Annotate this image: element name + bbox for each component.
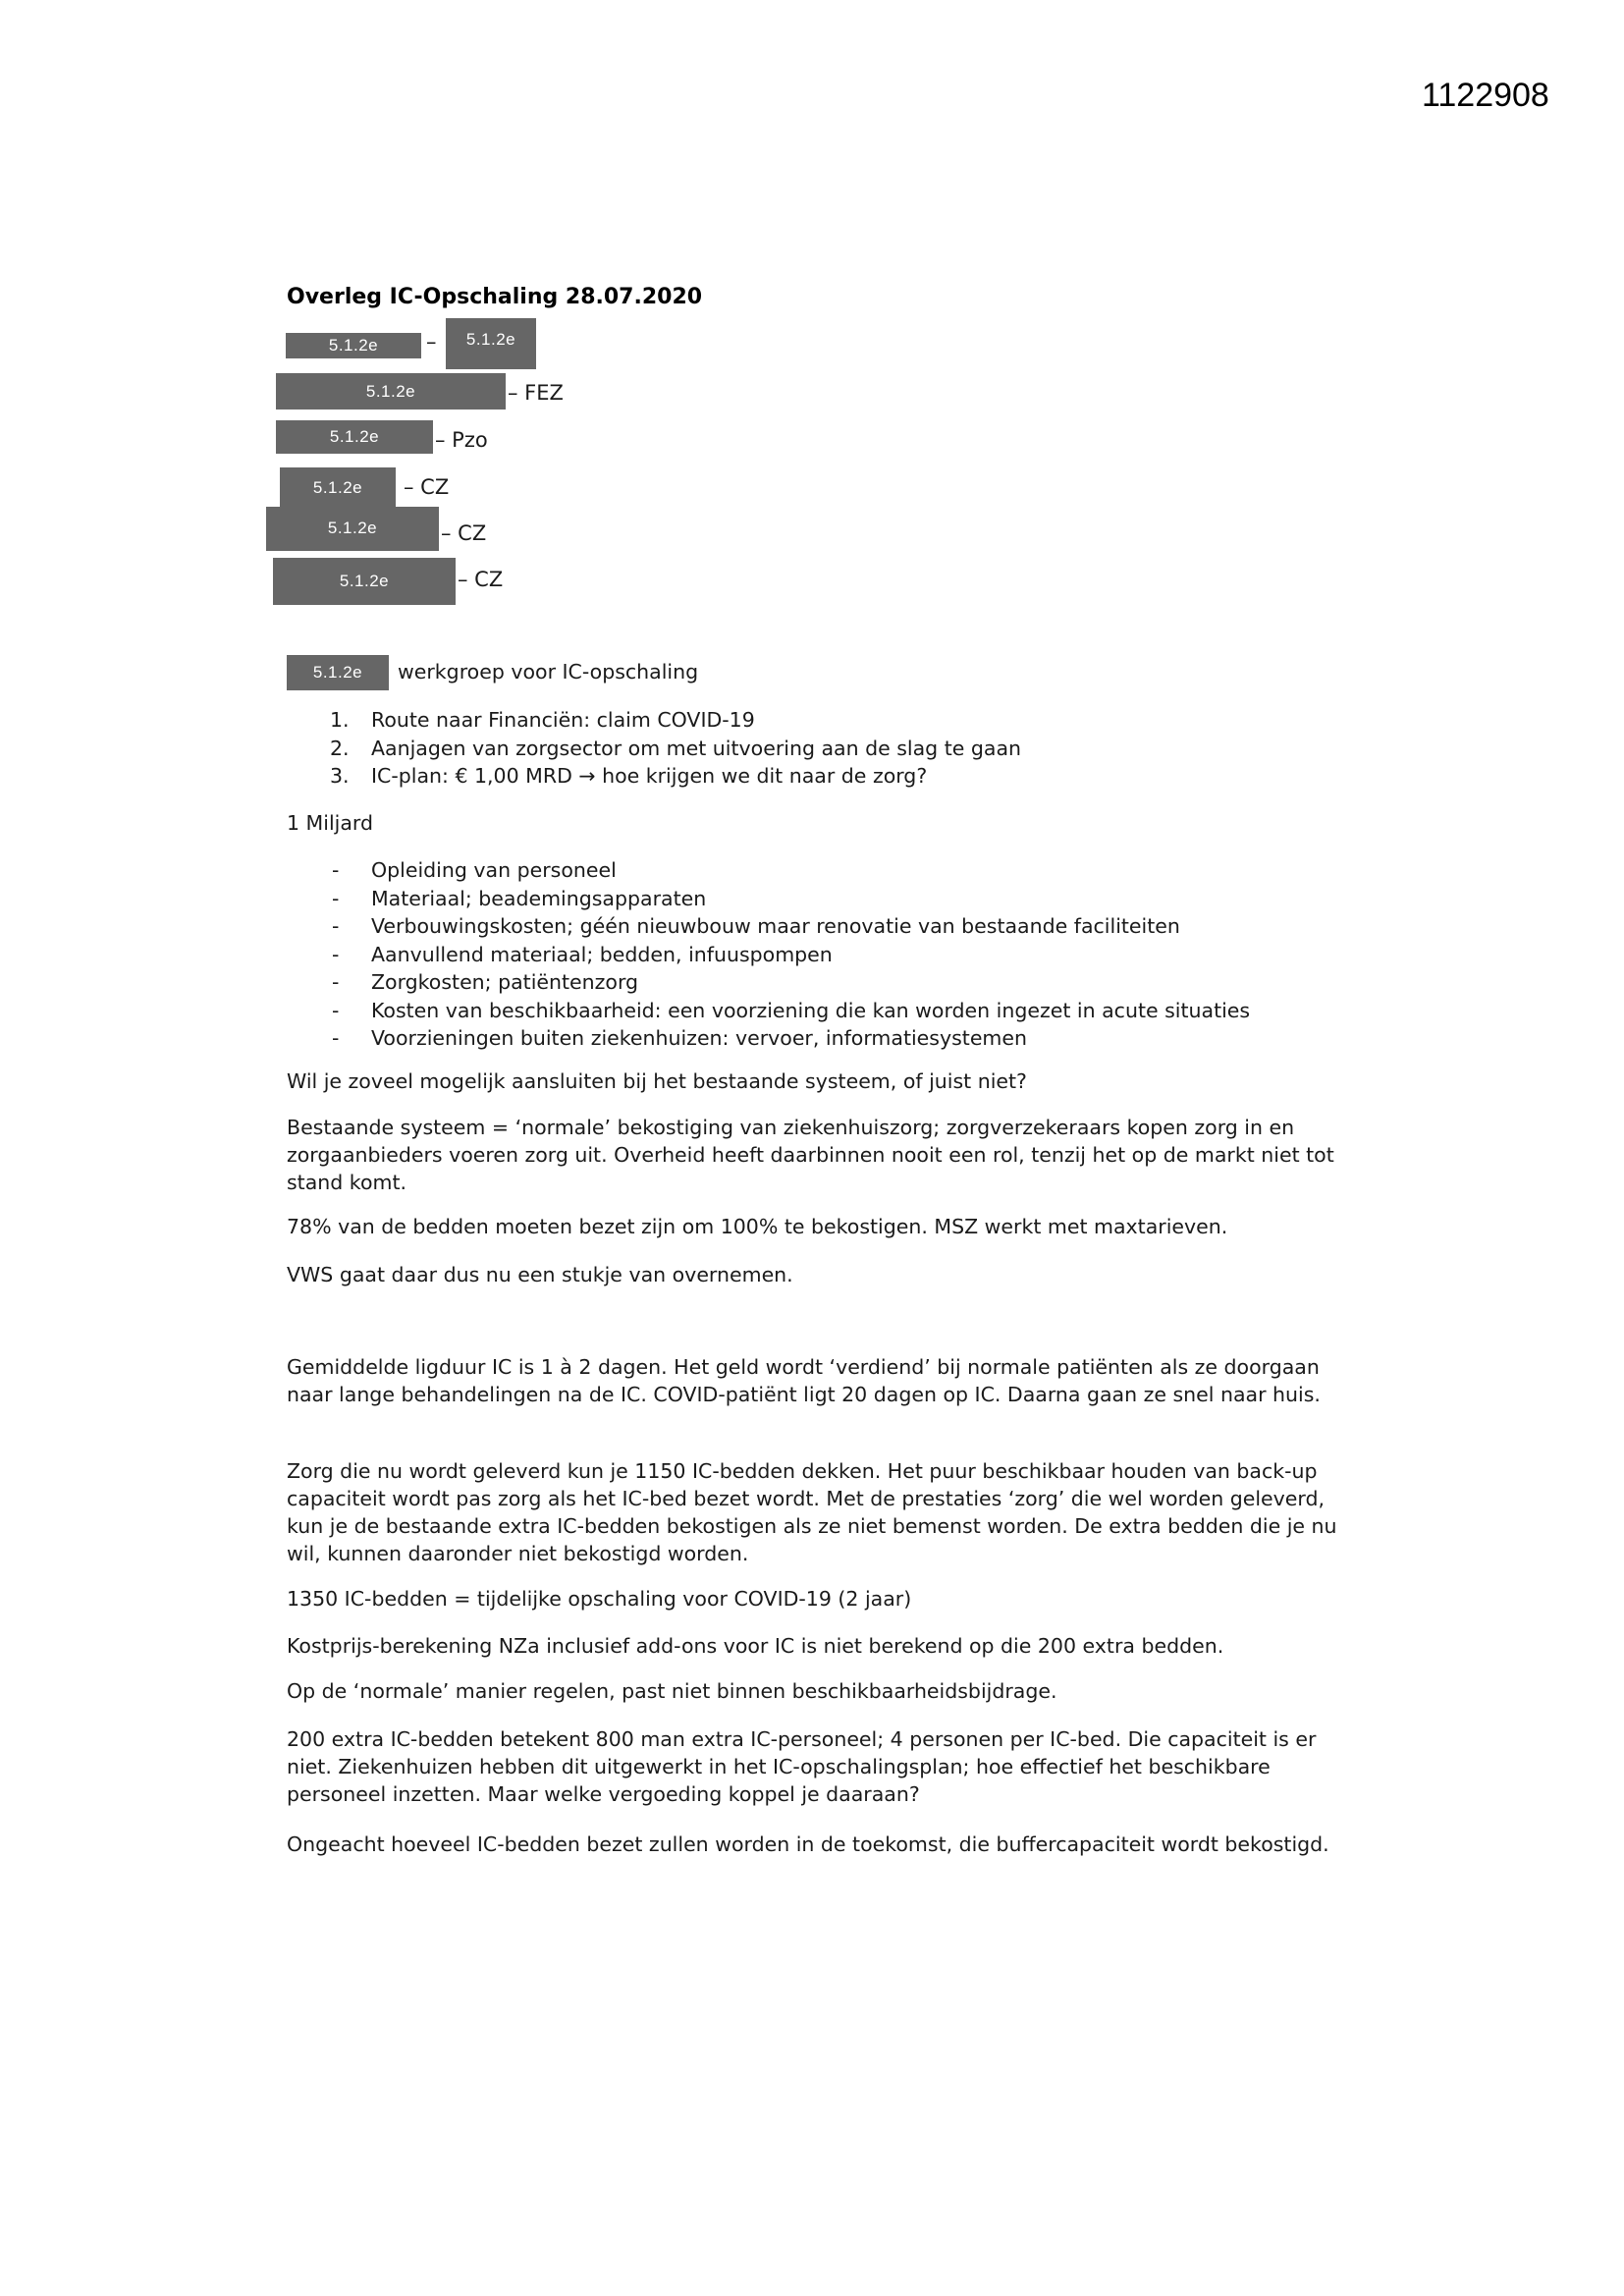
paragraph: Op de ‘normale’ manier regelen, past niet binnen beschikbaarheidsbijdrage. [287,1679,1057,1703]
redaction-block: 5.1.2e [266,507,439,551]
numbered-list [287,706,1021,791]
paragraph: 1350 IC-bedden = tijdelijke opschaling voor COVID-19 (2 jaar) [287,1587,912,1611]
paragraph: Kostprijs-berekening NZa inclusief add-ons voor IC is niet berekend op die 200 extra bedden. [287,1634,1224,1658]
list-item-text: IC-plan: € 1,00 MRD → hoe krijgen we dit naar de zorg? [371,764,928,788]
list-item [287,885,1250,913]
attendee-affiliation: – CZ [458,568,504,591]
attendee-affiliation: – FEZ [508,381,564,405]
paragraph: Zorg die nu wordt geleverd kun je 1150 IC-bedden dekken. Het puur beschikbaar houden van back-up capaciteit wordt pas zorg als het IC-bed bezet wordt. Met de prestaties ‘zorg’ die wel worden geleverd, kun je de bestaande extra IC-bedden bekostigen als ze niet bemenst worden. De extra bedden die je nu wil, kunnen daaronder niet bekostigd worden. [287,1459,1337,1565]
list-number: 2. [330,736,350,760]
list-number: 1. [330,708,350,732]
list-item-text: Kosten van beschikbaarheid: een voorziening die kan worden ingezet in acute situaties [371,998,1251,1022]
list-item [287,912,1250,941]
paragraph: Ongeacht hoeveel IC-bedden bezet zullen worden in de toekomst, die buffercapaciteit wordt bekostigd. [287,1832,1329,1856]
page-title: Overleg IC-Opschaling 28.07.2020 [287,285,703,309]
paragraph: Wil je zoveel mogelijk aansluiten bij het bestaande systeem, of juist niet? [287,1069,1027,1093]
list-item-text: Verbouwingskosten; géén nieuwbouw maar renovatie van bestaande faciliteiten [371,914,1180,938]
list-item [287,762,1021,791]
list-item [287,941,1250,969]
list-item-text: Route naar Financiën: claim COVID-19 [371,708,755,732]
bullet-dash: - [332,914,340,938]
redaction-block: 5.1.2e [276,420,433,454]
list-item [287,735,1021,763]
list-item [287,706,1021,735]
paragraph: 78% van de bedden moeten bezet zijn om 100% te bekostigen. MSZ werkt met maxtarieven. [287,1215,1228,1238]
list-item [287,997,1250,1025]
redaction-block: 5.1.2e [280,467,396,509]
attendee-affiliation: – CZ [441,521,487,545]
redaction-block: 5.1.2e [287,655,389,690]
paragraph: 200 extra IC-bedden betekent 800 man extra IC-personeel; 4 personen per IC-bed. Die capaciteit is er niet. Ziekenhuizen hebben dit uitgewerkt in het IC-opschalingsplan; hoe effectief het beschikbare personeel inzetten. Maar welke vergoeding koppel je daaraan? [287,1727,1317,1806]
miljard-heading: 1 Miljard [287,811,373,835]
paragraph: Bestaande systeem = ‘normale’ bekostiging van ziekenhuiszorg; zorgverzekeraars kopen zorg in en zorgaanbieders voeren zorg uit. Overheid heeft daarbinnen nooit een rol, tenzij het op de markt niet tot stand komt. [287,1116,1334,1194]
bullet-dash: - [332,998,340,1022]
bullet-dash: - [332,858,340,882]
list-item [287,856,1250,885]
list-item-text: Aanvullend materiaal; bedden, infuuspompen [371,942,833,966]
paragraph: VWS gaat daar dus nu een stukje van overnemen. [287,1263,793,1286]
list-item-text: Opleiding van personeel [371,858,617,882]
bullet-dash: - [332,1026,340,1050]
list-item-text: Aanjagen van zorgsector om met uitvoering aan de slag te gaan [371,736,1022,760]
document-id: 1122908 [1422,77,1549,114]
cost-bullet-list [287,856,1250,1053]
list-number: 3. [330,764,350,788]
attendee-separator: – [426,330,437,354]
redaction-block: 5.1.2e [446,318,536,369]
redaction-block: 5.1.2e [273,558,456,605]
attendee-affiliation: – CZ [404,475,450,499]
attendee-affiliation: – Pzo [435,428,488,452]
bullet-dash: - [332,942,340,966]
list-item [287,1024,1250,1053]
redaction-block: 5.1.2e [286,333,421,358]
werkgroep-text: werkgroep voor IC-opschaling [398,660,699,683]
list-item-text: Voorzieningen buiten ziekenhuizen: vervoer, informatiesystemen [371,1026,1028,1050]
paragraph: Gemiddelde ligduur IC is 1 à 2 dagen. Het geld wordt ‘verdiend’ bij normale patiënten als ze doorgaan naar lange behandelingen na de IC. COVID-patiënt ligt 20 dagen op IC. Daarna gaan ze snel naar huis. [287,1355,1321,1406]
bullet-dash: - [332,886,340,910]
list-item-text: Zorgkosten; patiëntenzorg [371,970,639,994]
redaction-block: 5.1.2e [276,373,506,410]
bullet-dash: - [332,970,340,994]
list-item-text: Materiaal; beademingsapparaten [371,886,707,910]
list-item [287,968,1250,997]
